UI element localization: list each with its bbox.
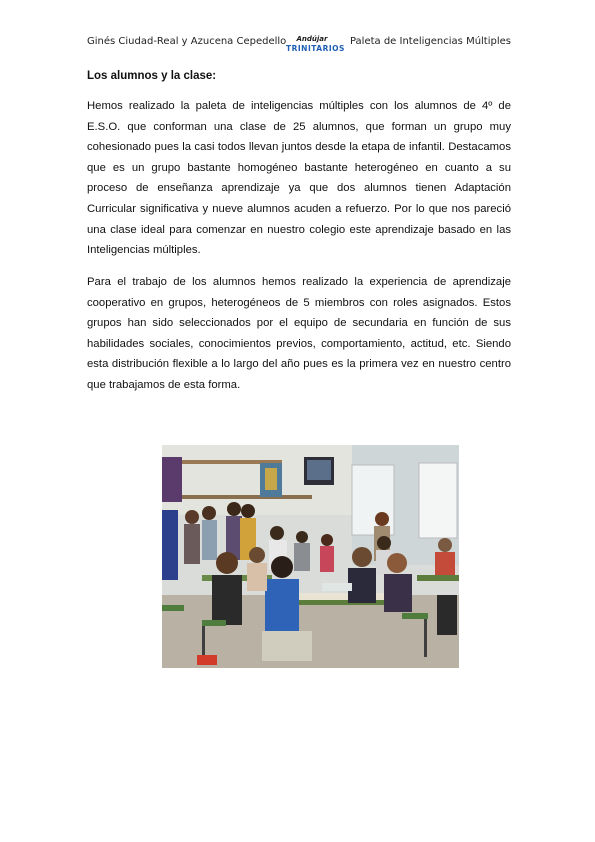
section-heading: Los alumnos y la clase: xyxy=(87,70,217,82)
header-document-title: Paleta de Inteligencias Múltiples xyxy=(349,36,511,47)
page-header xyxy=(87,36,511,60)
paragraph-students: Hemos realizado la paleta de inteligencias múltiples con los alumnos de 4º de E.S.O. que conforman una clase de 25 alumnos, que forman un grupo muy cohesionado pues la casi todos llevan juntos desde la etapa de infantil. Destacamos que es un grupo bastante homogéneo bastante heterogéneo en cuanto a su proceso de enseñanza aprendizaje ya que dos alumnos tienen Adaptación Curricular significativa y nueve alumnos acuden a refuerzo. Por lo que nos pareció una clase ideal para comenzar en nuestro colegio este aprendizaje basado en las Inteligencias múltiples. xyxy=(87,100,511,257)
logo-school-text: TRINITARIOS xyxy=(286,44,345,53)
paragraph-cooperative-work: Para el trabajo de los alumnos hemos realizado la experiencia de aprendizaje cooperativo en grupos, heterogéneos de 5 miembros con roles asignados. Estos grupos han sido seleccionados por el equipo de secundaria en función de sus habilidades sociales, conocimientos previos, comportamiento, actitud, etc. Siendo esta distribución flexible a lo largo del año pues es la primera vez en nuestro centro que trabajamos de esta forma. xyxy=(87,276,511,391)
school-logo xyxy=(286,35,345,59)
header-authors: Ginés Ciudad-Real y Azucena Cepedello xyxy=(87,36,287,47)
logo-town-text: Andújar xyxy=(296,35,328,43)
classroom-photo xyxy=(162,445,459,668)
